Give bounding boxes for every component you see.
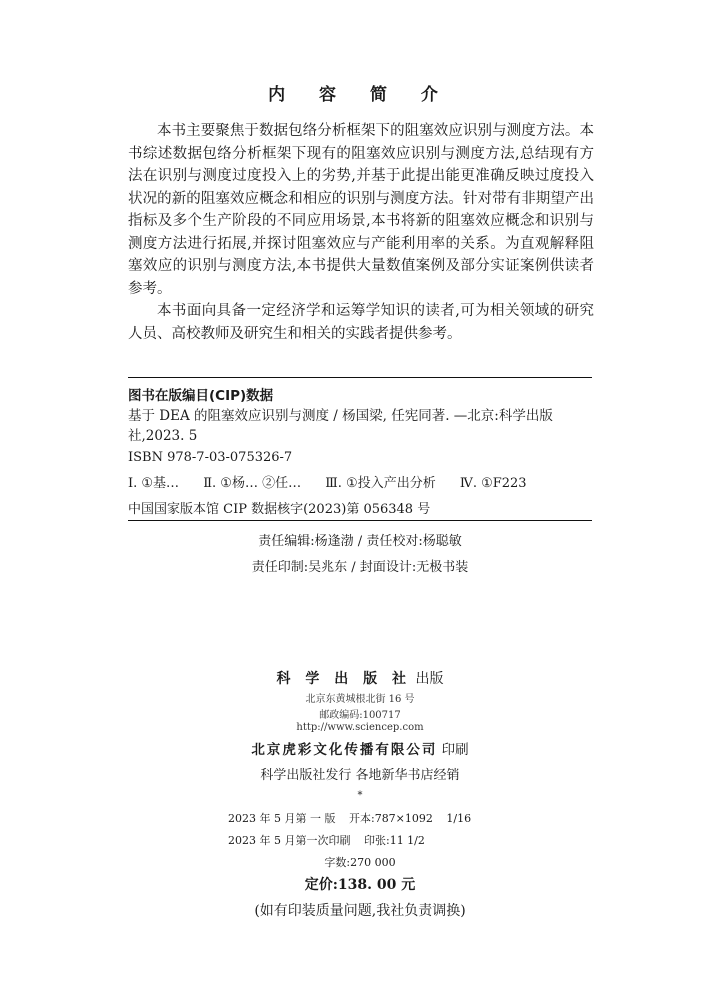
page-title: 内 容 简 介 bbox=[268, 85, 452, 105]
price: 定价:138. 00 元 bbox=[304, 877, 416, 893]
fold: 1/16 bbox=[446, 812, 472, 825]
separator-star: * bbox=[357, 790, 363, 801]
publisher-website: http://www.sciencep.com bbox=[296, 722, 424, 733]
cip-top-divider bbox=[128, 377, 592, 378]
publisher-line bbox=[0, 668, 720, 688]
cip-bottom-divider bbox=[128, 520, 592, 521]
publisher-suffix: 出版 bbox=[415, 671, 444, 687]
publisher-postcode: 邮政编码:100717 bbox=[319, 710, 401, 721]
printer-name: 北京虎彩文化传播有限公司 bbox=[251, 742, 438, 758]
word-count: 字数:270 000 bbox=[324, 856, 396, 869]
cip-class-4: Ⅳ. ①F223 bbox=[459, 476, 527, 491]
sheets: 印张:11 1/2 bbox=[363, 834, 425, 847]
cip-class-1: Ⅰ. ①基… bbox=[128, 476, 180, 491]
staff-production: 责任印制:吴兆东 / 封面设计:无极书装 bbox=[251, 560, 469, 575]
cip-class-3: Ⅲ. ①投入产出分析 bbox=[325, 476, 436, 491]
cip-class-2: Ⅱ. ①杨… ②任… bbox=[203, 476, 302, 491]
staff-editors: 责任编辑:杨逢渤 / 责任校对:杨聪敏 bbox=[258, 534, 462, 549]
printing-line bbox=[228, 832, 435, 848]
cip-number: 中国国家版本馆 CIP 数据核字(2023)第 056348 号 bbox=[128, 502, 431, 517]
cip-classification bbox=[128, 472, 594, 491]
intro-paragraph-1: 本书主要聚焦于数据包络分析框架下的阻塞效应识别与测度方法。本书综述数据包络分析框架下现有的阻塞效应识别与测度方法,总结现有方法在识别与测度过度投入上的劣势,并基于此提出能更准确反映过度投入状况的新的阻塞效应概念和相应的识别与测度方法。针对带有非期望产出指标及多个生产阶段的不同应用场景,本书将新的阻塞效应概念和识别与测度方法进行拓展,并探讨阻塞效应与产能利用率的关系。为直观解释阻塞效应的识别与测度方法,本书提供大量数值案例及部分实证案例供读者参考。 bbox=[128, 123, 594, 297]
intro-text bbox=[128, 120, 594, 345]
edition: 2023 年 5 月第 一 版 bbox=[228, 812, 336, 825]
publisher-name: 科 学 出 版 社 bbox=[276, 671, 412, 687]
printer-line bbox=[0, 738, 720, 758]
cip-description: 基于 DEA 的阻塞效应识别与测度 / 杨国梁, 任宪同著. —北京:科学出版社,2023. 5 bbox=[128, 408, 553, 444]
quality-notice: (如有印装质量问题,我社负责调换) bbox=[254, 903, 466, 919]
printing: 2023 年 5 月第一次印刷 bbox=[228, 834, 351, 847]
printer-suffix: 印刷 bbox=[441, 742, 469, 758]
format: 开本:787×1092 bbox=[348, 812, 433, 825]
edition-line bbox=[228, 810, 481, 826]
publisher-address: 北京东黄城根北街 16 号 bbox=[305, 694, 415, 705]
intro-paragraph-2: 本书面向具备一定经济学和运筹学知识的读者,可为相关领域的研究人员、高校教师及研究生和相关的实践者提供参考。 bbox=[128, 303, 594, 342]
cip-isbn: ISBN 978-7-03-075326-7 bbox=[128, 450, 293, 465]
distribution-line: 科学出版社发行 各地新华书店经销 bbox=[260, 768, 460, 783]
cip-heading: 图书在版编目(CIP)数据 bbox=[128, 388, 274, 404]
